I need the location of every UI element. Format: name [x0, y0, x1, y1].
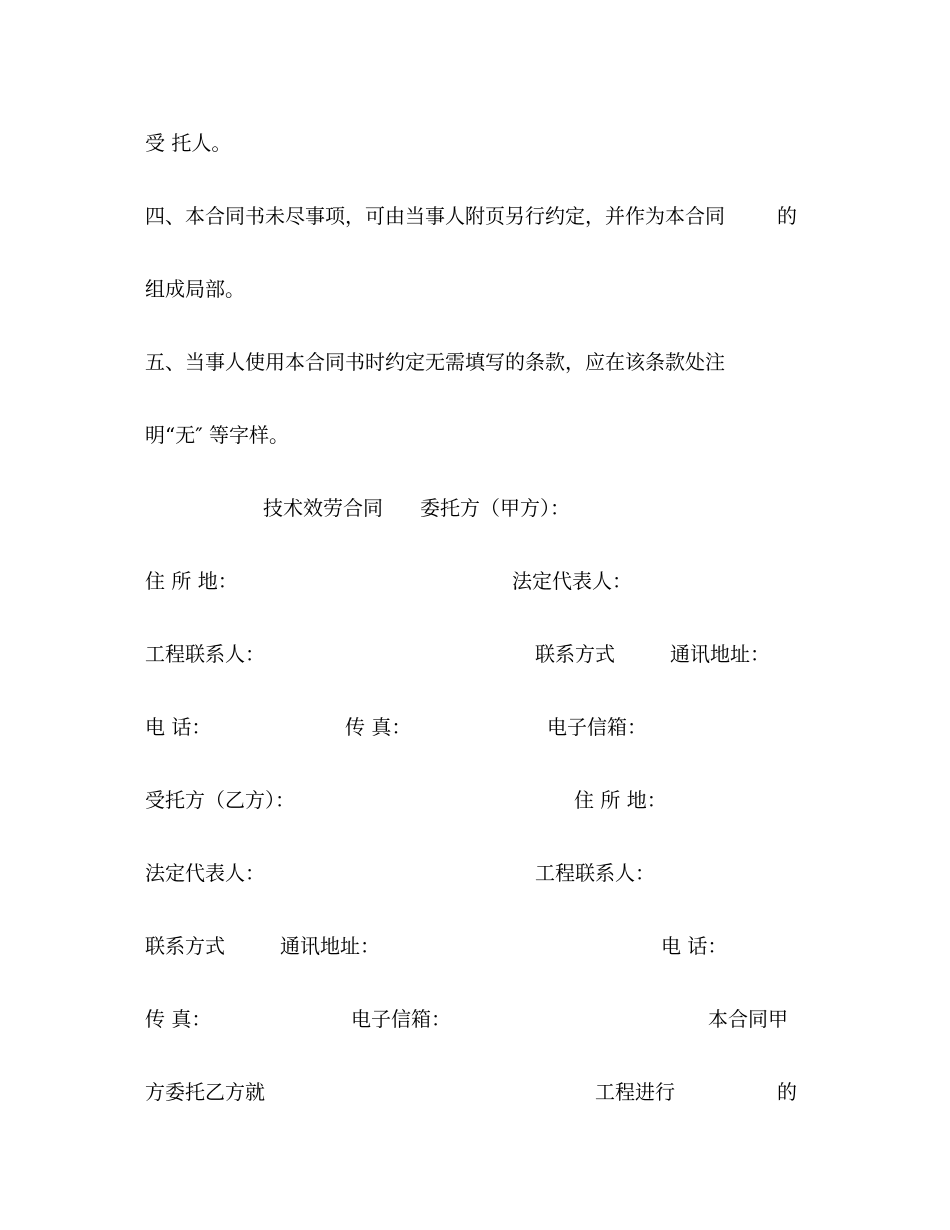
party-b-phone-label: 电 话：	[661, 934, 728, 958]
party-b-label: 受托方（乙方）：	[145, 788, 295, 812]
party-a-fax-label: 传 真：	[345, 715, 412, 739]
party-b-email-label: 电子信箱：	[351, 1007, 451, 1031]
text-line-2: 四、本合同书未尽事项，可由当事人附页另行约定，并作为本合同	[145, 204, 725, 228]
party-b-address-label: 住 所 地：	[574, 788, 667, 812]
party-a-mail-address-label: 通讯地址：	[670, 642, 770, 666]
party-b-legal-rep-label: 法定代表人：	[145, 861, 265, 885]
party-b-contact-method-label: 联系方式	[145, 934, 225, 958]
party-a-project-contact-label: 工程联系人：	[145, 642, 265, 666]
contract-body-project: 工程进行	[595, 1080, 675, 1104]
contract-title: 技术效劳合同	[263, 496, 383, 520]
party-a-label: 委托方（甲方）：	[420, 496, 570, 520]
party-a-email-label: 电子信箱：	[547, 715, 647, 739]
party-b-fax-label: 传 真：	[145, 1007, 212, 1031]
party-a-address-label: 住 所 地：	[145, 569, 238, 593]
party-b-mail-address-label: 通讯地址：	[280, 934, 380, 958]
party-a-phone-label: 电 话：	[145, 715, 212, 739]
party-b-project-contact-label: 工程联系人：	[535, 861, 655, 885]
contract-body-end: 的	[777, 1080, 797, 1104]
text-line-5: 明“无″ 等字样。	[145, 423, 290, 447]
contract-body-start: 本合同甲	[708, 1007, 788, 1031]
contract-body-line: 方委托乙方就	[145, 1080, 265, 1104]
party-a-contact-method-label: 联系方式	[535, 642, 615, 666]
text-line-1: 受 托人。	[145, 131, 232, 155]
text-line-4: 五、当事人使用本合同书时约定无需填写的条款，应在该条款处注	[145, 350, 725, 374]
party-a-legal-rep-label: 法定代表人：	[512, 569, 632, 593]
text-line-2-end: 的	[777, 204, 797, 228]
text-line-3: 组成局部。	[145, 277, 245, 301]
